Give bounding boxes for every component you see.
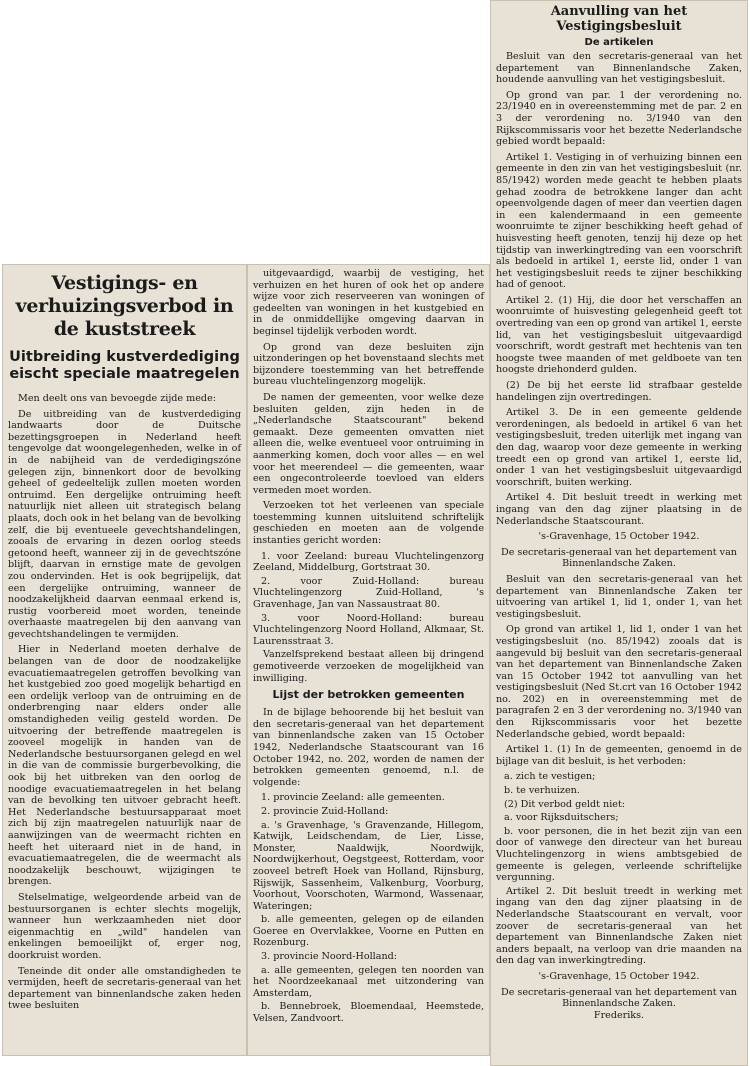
- paragraph: Op grond van artikel 1, lid 1, onder 1 van het vestigingsbesluit (no. 85/1942) zooals dat is aangevuld bij besluit van den secretaris-generaal van het departement van Binnenlandsche Zaken van 15 October 1942 tot aanvulling van het vestigingsbesluit (Ned St.crt van 16 October 1942 no. 202) en in overeenstemming met de paragrafen 2 en 3 der verordening no. 3/1940 van den Rijkscommissaris voor het bezette Nederlandsche gebied, wordt bepaald:: [496, 624, 742, 740]
- list-item: 3. voor Noord-Holland: bureau Vluchtelingenzorg Noord Holland, Alkmaar, St. Laurensstraat 3.: [253, 612, 484, 647]
- list-item: b. voor personen, die in het bezit zijn van een door of vanwege den directeur van het bureau Vluchtelingenzorg in wiens ambtsgebied de gemeente is gelegen, verleende schriftelijke vergunning.: [496, 825, 742, 884]
- paragraph: Besluit van den secretaris-generaal van het departement van Binnenlandsche Zaken ter uitvoering van artikel 1, lid 1, onder 1, van het vestigingsbesluit.: [496, 573, 742, 620]
- paragraph: Artikel 2. (1) Hij, die door het verschaffen an woonruimte of huisvesting gelegenheid geeft tot overtreding van een op grond van artikel 1, eerste lid, van het vestigingsbesluit uitgevaardigd voorschrift, wordt gestraft met hechtenis van ten hoogste twee maanden of met geldboete van ten hoogste driehonderd gulden.: [496, 294, 742, 376]
- paragraph: De namen der gemeenten, voor welke deze besluiten gelden, zijn heden in de „Nederlandsche Staatscourant" bekend gemaakt. Deze gemeenten omvatten niet alleen die, welke eventueel voor ontruiming in aanmerking komen, doch voor alles — en wel voor het meerendeel — die gemeenten, waar een ongecontroleerde toevloed van elders vermeden moet worden.: [253, 391, 484, 496]
- list-item: b. Bennebroek, Bloemendaal, Heemstede, Velsen, Zandvoort.: [253, 1001, 484, 1025]
- list-item: 2. provincie Zuid-Holland:: [261, 805, 389, 817]
- list-item: 2. voor Zuid-Holland: bureau Vluchtelingenzorg Zuid-Holland, 's Gravenhage, Jan van Nassaustraat 80.: [253, 575, 484, 611]
- signer-name: Frederiks.: [593, 1009, 645, 1021]
- list-item: a. alle gemeenten, gelegen ten noorden van het Noordzeekanaal met uitzondering van Amsterdam,: [253, 964, 484, 999]
- paragraph: Verzoeken tot het verleenen van speciale toestemming kunnen uitsluitend schriftelijk geschieden en moeten aan de volgende instanties gericht worden:: [253, 500, 484, 547]
- paragraph: Artikel 1. (1) In de gemeenten, genoemd in de bijlage van dit besluit, is het verboden:: [496, 744, 742, 767]
- paragraph: In de bijlage behoorende bij het besluit van den secretaris-generaal van het departement van binnenlandsche zaken van 15 October 1942, Nederlandsche Staatscourant van 16 October 1942, no. 202, worden de namen der betrokken gemeenten genoemd, n.l. de volgende:: [253, 707, 484, 788]
- paragraph: Stelselmatige, welgeordende arbeid van de bestuursorganen is echter slechts mogelijk, wanneer hun werkzaamheden niet door eigenmachtig en „wild" handelen van enkelingen bemoeilijkt of, erger nog, doorkruist worden.: [8, 891, 241, 961]
- paragraph: Artikel 1. Vestiging in of verhuizing binnen een gemeente in den zin van het vestigingsbesluit (nr. 85/1942) worden mede geacht te hebben plaats gehad zoodra de betrokkene langer dan acht opeenvolgende dagen of meer dan veertien dagen in een kalendermaand in een gemeente woonruimte te zijner beschikking heeft gehad of huisvesting heeft genoten, tenzij hij deze op het tijdstip van inwerkingtreding van een voorschrift als bedoeld in artikel 1, eerste lid, onder 1 van het vestigingsbesluit reeds te zijner beschikking had of genoot.: [496, 151, 742, 291]
- paragraph: Op grond van par. 1 der verordening no. 23/1940 en in overeenstemming met de par. 2 en 3 der verordening no. 3/1940 van den Rijkscommissaris voor het bezette Nederlandsche gebied wordt bepaald:: [496, 89, 742, 148]
- headline-left: Vestigings- en verhuizingsverbod in de kuststreek: [15, 272, 234, 340]
- subheadline-left: Uitbreiding kustverdediging eischt speciale maatregelen: [9, 349, 240, 382]
- list-item: 1. voor Zeeland: bureau Vluchtelingenzorg Zeeland, Middelburg, Gortstraat 30.: [253, 550, 484, 574]
- list-heading: Lijst der betrokken gemeenten: [272, 688, 465, 702]
- list-item: b. alle gemeenten, gelegen op de eilanden Goeree en Overvlakkee, Voorne en Putten en Rozenburg.: [253, 914, 484, 949]
- paragraph: Men deelt ons van bevoegde zijde mede:: [18, 393, 216, 404]
- list-item: a. voor Rijksduitschers;: [504, 812, 619, 824]
- paragraph: Artikel 3. De in een gemeente geldende verordeningen, als bedoeld in artikel 6 van het vestigingsbesluit, treden uiterlijk met ingang van den dag, waarop voor deze gemeente in werking treedt een op grond van artikel 1, eerste lid, onder 1 van het vestigingsbesluit uitgevaardigd voorschrift, buiten werking.: [496, 407, 742, 488]
- paragraph: Artikel 4. Dit besluit treedt in werking met ingang van den dag zijner plaatsing in de Nederlandsche Staatscourant.: [496, 492, 742, 527]
- list-item: (2) Dit verbod geldt niet:: [504, 798, 626, 810]
- place-date: 's-Gravenhage, 15 October 1942.: [538, 531, 700, 543]
- signature: De secretaris-generaal van het departement van Binnenlandsche Zaken.: [501, 546, 737, 570]
- paragraph: Hier in Nederland moeten derhalve de belangen van de door de noodzakelijke evacuatiemaatregelen getroffen bevolking van het kustgebied zoo goed mogelijk behartigd en een ordelijk verloop van de ontruiming en de onderbrenging naar elders onder alle omstandigheden veilig gesteld worden. De uitvoering der betreffende maatregelen is zooveel mogelijk in handen van de Nederlandsche bestuursorganen gelegd en wel in die van de commissie burgerbevolking, die ook bij het uitbreken van den oorlog de noodige evacuatiemaatregelen in het belang van de bevolking ten uitvoer gebracht heeft. Het Nederlandsche bestuursapparaat moet zich bij zijn maatregelen natuurlijk naar de aanwijzingen van de weermacht richten en heeft het uiteraard niet in de hand, in evacuatiemaatregelen, die de weermacht als noodzakelijk beschouwt, wijzigingen te brengen.: [8, 644, 241, 888]
- clipping-right: [490, 0, 748, 1066]
- signature: De secretaris-generaal van het departement van Binnenlandsche Zaken.: [501, 986, 737, 1010]
- paragraph: Op grond van deze besluiten zijn uitzonderingen op het bovenstaand slechts met bijzondere toestemming van het betreffende bureau vluchtelingenzorg mogelijk.: [253, 341, 484, 388]
- paragraph: Besluit van den secretaris-generaal van het departement van Binnenlandsche Zaken, houdende aanvulling van het vestigingsbesluit.: [496, 51, 742, 86]
- clipping-left: [2, 264, 247, 1056]
- subheadline-right: De artikelen: [584, 37, 654, 48]
- place-date: 's-Gravenhage, 15 October 1942.: [538, 970, 700, 982]
- paragraph: Artikel 2. Dit besluit treedt in werking met ingang van den dag zijner plaatsing in de Nederlandsche Staatscourant en vervalt, voor zoover de secretaris-generaal van het departement van Binnenlandsche Zaken niet anders bepaalt, na verloop van drie maanden na den dag van inwerkingtreding.: [496, 885, 742, 967]
- paragraph: De uitbreiding van de kustverdediging landwaarts door de Duitsche bezettingsgroepen in Nederland heeft tengevolge dat woongelegenheden, welke in of in de nabijheid van de verdedigingszóne gelegen zijn, binnenkort door de bevolking geheel of gedeeltelijk zullen moeten worden ontruimd. Een dergelijke ontruiming heeft natuurlijk niet alleen uit strategisch belang plaats, doch ook in het belang van de bevolking zelf, die bij eventueele gevechtshandelingen, zooals de ervaring in dezen oorlog steeds getoond heeft, wanneer zij in de gevechtszóne blijft, daarvan in ernstige mate de gevolgen zou ondervinden. Het is ook begrijpelijk, dat een dergelijke ontruiming, wanneer de noodzakelijkheid daarvan eenmaal erkend is, rustig voorbereid moet worden, teneinde overhaaste maatregelen bij den aanvang van gevechtshandelingen te vermijden.: [8, 408, 241, 640]
- paragraph: Teneinde dit onder alle omstandigheden te vermijden, heeft de secretaris-generaal van het departement van binnenlandsche zaken heden twee besluiten: [8, 965, 241, 1012]
- list-item: a. zich te vestigen;: [504, 771, 596, 783]
- list-item: b. te verhuizen.: [504, 785, 580, 797]
- paragraph: (2) De bij het eerste lid strafbaar gestelde handelingen zijn overtredingen.: [496, 380, 742, 403]
- paragraph: uitgevaardigd, waarbij de vestiging, het verhuizen en het huren of ook het op andere wijze voor zich reserveeren van woningen of gedeelten van woningen in het kustgebied en in de onmiddellijke omgeving daarvan in beginsel tijdelijk verboden wordt.: [253, 268, 484, 337]
- list-item: a. 's Gravenhage, 's Gravenzande, Hillegom, Katwijk, Leidschendam, de Lier, Lisse, Monster, Naaldwijk, Noordwijk, Noordwijkerhout, Oegstgeest, Rotterdam, voor zooveel betreft Hoek van Holland, Rijnsburg, Rijswijk, Sassenheim, Valkenburg, Voorburg, Voorhout, Voorschoten, Warmond, Wassenaar, Wateringen;: [253, 819, 484, 912]
- headline-right: Aanvulling van het Vestigingsbesluit: [550, 4, 688, 34]
- list-item: 1. provincie Zeeland: alle gemeenten.: [261, 792, 445, 804]
- paragraph: Vanzelfsprekend bestaat alleen bij dringend gemotiveerde verzoeken de mogelijkheid van inwilliging.: [253, 649, 484, 684]
- list-item: 3. provincie Noord-Holland:: [261, 951, 398, 963]
- clipping-middle: [247, 264, 490, 1056]
